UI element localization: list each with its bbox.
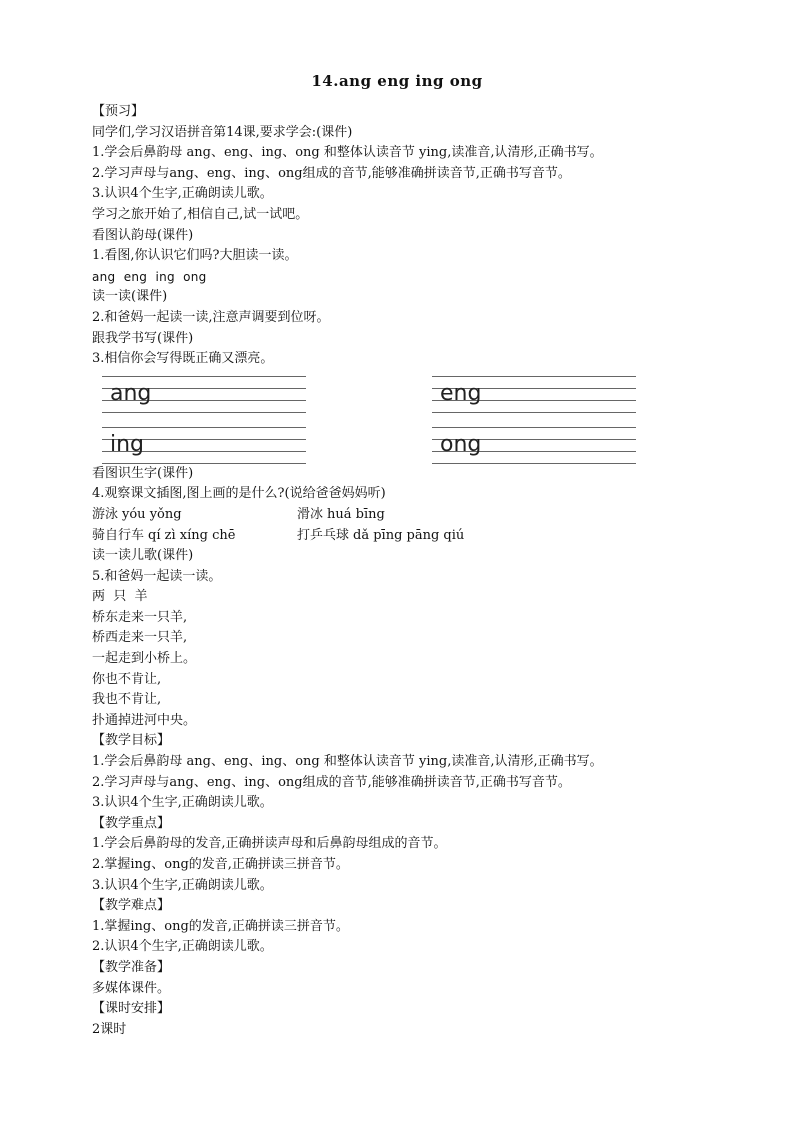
objective-item: 1.学会后鼻韵母 ang、eng、ing、ong 和整体认读音节 ying,读准音,认清形,正确书写。 — [92, 754, 603, 770]
poem-title: 两 只 羊 — [92, 589, 148, 605]
writing-letters: eng — [440, 380, 482, 406]
poem-line: 扑通掉进河中央。 — [92, 712, 197, 728]
word-row — [92, 505, 742, 526]
preparation-text: 多媒体课件。 — [92, 980, 171, 996]
difficulties-header: 【教学难点】 — [92, 898, 171, 914]
writing-grid-row — [92, 427, 742, 478]
poem-line: 一起走到小桥上。 — [92, 651, 197, 667]
task-4: 4.观察课文插图,图上画的是什么?(说给爸爸妈妈听) — [92, 486, 386, 502]
writing-grid-row — [92, 376, 742, 428]
section-read: 读一读(课件) — [92, 289, 168, 305]
objectives-header: 【教学目标】 — [92, 733, 171, 749]
poem-line: 桥东走来一只羊, — [92, 609, 188, 625]
word-item: 打乒乓球 dǎ pīng pāng qiú — [297, 527, 465, 543]
writing-letters: ang — [110, 380, 152, 406]
key-point-item: 1.学会后鼻韵母的发音,正确拼读声母和后鼻韵母组成的音节。 — [92, 836, 447, 852]
key-point-item: 2.掌握ing、ong的发音,正确拼读三拼音节。 — [92, 857, 349, 872]
encourage-text: 学习之旅开始了,相信自己,试一试吧。 — [92, 206, 309, 222]
schedule-text: 2课时 — [92, 1021, 127, 1037]
objective-item: 3.认识4个生字,正确朗读儿歌。 — [92, 795, 273, 811]
difficulty-item: 2.认识4个生字,正确朗读儿歌。 — [92, 939, 273, 955]
difficulty-item: 1.掌握ing、ong的发音,正确拼读三拼音节。 — [92, 918, 349, 934]
writing-lines-ong — [432, 427, 636, 464]
objective-item: 2.学习声母与ang、eng、ing、ong组成的音节,能够准确拼读音节,正确书写音节。 — [92, 774, 571, 790]
writing-letters: ing — [110, 431, 145, 457]
preview-goal: 3.认识4个生字,正确朗读儿歌。 — [92, 186, 273, 202]
finals-line: ang eng ing ong — [92, 269, 207, 284]
section-writing: 跟我学书写(课件) — [92, 330, 194, 346]
word-item: 滑冰 huá bīng — [297, 506, 385, 522]
page-title: 14.ang eng ing ong — [311, 72, 483, 90]
preview-header: 【预习】 — [92, 104, 145, 119]
key-point-item: 3.认识4个生字,正确朗读儿歌。 — [92, 877, 273, 893]
poem-line: 桥西走来一只羊, — [92, 630, 188, 646]
section-characters: 看图识生字(课件) — [92, 465, 194, 481]
task-1: 1.看图,你认识它们吗?大胆读一读。 — [92, 248, 298, 264]
preview-intro: 同学们,学习汉语拼音第14课,要求学会:(课件) — [92, 124, 353, 140]
writing-letters: ong — [440, 431, 482, 457]
word-item: 骑自行车 qí zì xíng chē — [92, 527, 236, 543]
poem-line: 你也不肯让, — [92, 671, 162, 687]
preparation-header: 【教学准备】 — [92, 959, 171, 975]
word-row — [92, 526, 742, 547]
preview-goal: 1.学会后鼻韵母 ang、eng、ing、ong 和整体认读音节 ying,读准音,认清形,正确书写。 — [92, 145, 603, 161]
document-body — [92, 102, 742, 1040]
task-5: 5.和爸妈一起读一读。 — [92, 568, 222, 584]
section-poem: 读一读儿歌(课件) — [92, 548, 194, 564]
writing-lines-ing — [102, 427, 306, 464]
schedule-header: 【课时安排】 — [92, 1001, 171, 1017]
section-look-finals: 看图认韵母(课件) — [92, 227, 194, 243]
word-item: 游泳 yóu yǒng — [92, 506, 182, 522]
writing-lines-ang — [102, 376, 306, 413]
writing-lines-eng — [432, 376, 636, 413]
poem-line: 我也不肯让, — [92, 692, 162, 708]
key-points-header: 【教学重点】 — [92, 815, 171, 831]
task-2: 2.和爸妈一起读一读,注意声调要到位呀。 — [92, 309, 330, 325]
preview-goal: 2.学习声母与ang、eng、ing、ong组成的音节,能够准确拼读音节,正确书写音节。 — [92, 165, 571, 181]
task-3: 3.相信你会写得既正确又漂亮。 — [92, 351, 274, 367]
